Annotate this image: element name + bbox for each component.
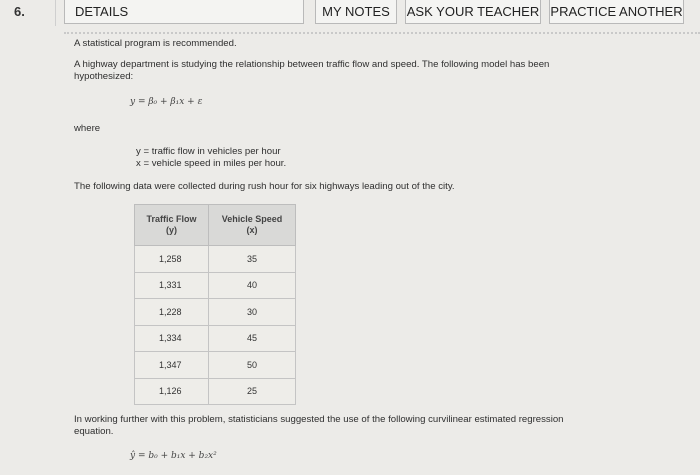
question-header-bar xyxy=(0,0,700,30)
question-number: 6. xyxy=(0,0,56,26)
paragraph-1-line-2: hypothesized: xyxy=(74,71,134,82)
data-intro-text: The following data were collected during rush hour for six highways leading out of the city. xyxy=(74,181,455,192)
paragraph-2-line-2: equation. xyxy=(74,426,114,437)
table-header-row xyxy=(135,205,296,246)
vehicle-speed-cell: 40 xyxy=(209,272,296,299)
traffic-flow-cell: 1,258 xyxy=(135,246,209,273)
paragraph-1-line-1: A highway department is studying the relationship between traffic flow and speed. The following model has been xyxy=(74,59,550,70)
model-equation: y = β₀ + β₁x + ε xyxy=(130,97,203,107)
header-vehicle-speed-line-2: (x) xyxy=(246,225,258,235)
header-traffic-flow xyxy=(135,205,209,246)
table-row xyxy=(135,246,296,273)
data-table xyxy=(134,204,296,405)
traffic-flow-cell: 1,228 xyxy=(135,299,209,326)
vehicle-speed-cell: 30 xyxy=(209,299,296,326)
table-row xyxy=(135,272,296,299)
definition-x: x = vehicle speed in miles per hour. xyxy=(136,158,287,169)
table-row xyxy=(135,352,296,379)
traffic-flow-cell: 1,347 xyxy=(135,352,209,379)
header-traffic-flow-line-2: (y) xyxy=(166,225,177,235)
ask-your-teacher-button[interactable]: ASK YOUR TEACHER xyxy=(405,0,541,24)
header-vehicle-speed xyxy=(209,205,296,246)
estimated-regression-equation: ŷ = b₀ + b₁x + b₂x² xyxy=(130,451,217,461)
vehicle-speed-cell: 25 xyxy=(209,378,296,405)
table-row xyxy=(135,378,296,405)
paragraph-2-line-1: In working further with this problem, statisticians suggested the use of the following curvilinear estimated regression xyxy=(74,414,564,425)
traffic-flow-cell: 1,334 xyxy=(135,325,209,352)
table-row xyxy=(135,299,296,326)
header-vehicle-speed-line-1: Vehicle Speed xyxy=(221,214,283,224)
dotted-divider xyxy=(64,32,700,34)
traffic-flow-cell: 1,126 xyxy=(135,378,209,405)
practice-another-button[interactable]: PRACTICE ANOTHER xyxy=(549,0,684,24)
definition-y: y = traffic flow in vehicles per hour xyxy=(136,146,281,157)
my-notes-button[interactable]: MY NOTES xyxy=(315,0,397,24)
vehicle-speed-cell: 50 xyxy=(209,352,296,379)
header-traffic-flow-line-1: Traffic Flow xyxy=(146,214,197,224)
traffic-flow-cell: 1,331 xyxy=(135,272,209,299)
vehicle-speed-cell: 35 xyxy=(209,246,296,273)
intro-text: A statistical program is recommended. xyxy=(74,38,237,49)
vehicle-speed-cell: 45 xyxy=(209,325,296,352)
details-tab[interactable]: DETAILS xyxy=(64,0,304,24)
where-label: where xyxy=(74,123,101,134)
table-row xyxy=(135,325,296,352)
